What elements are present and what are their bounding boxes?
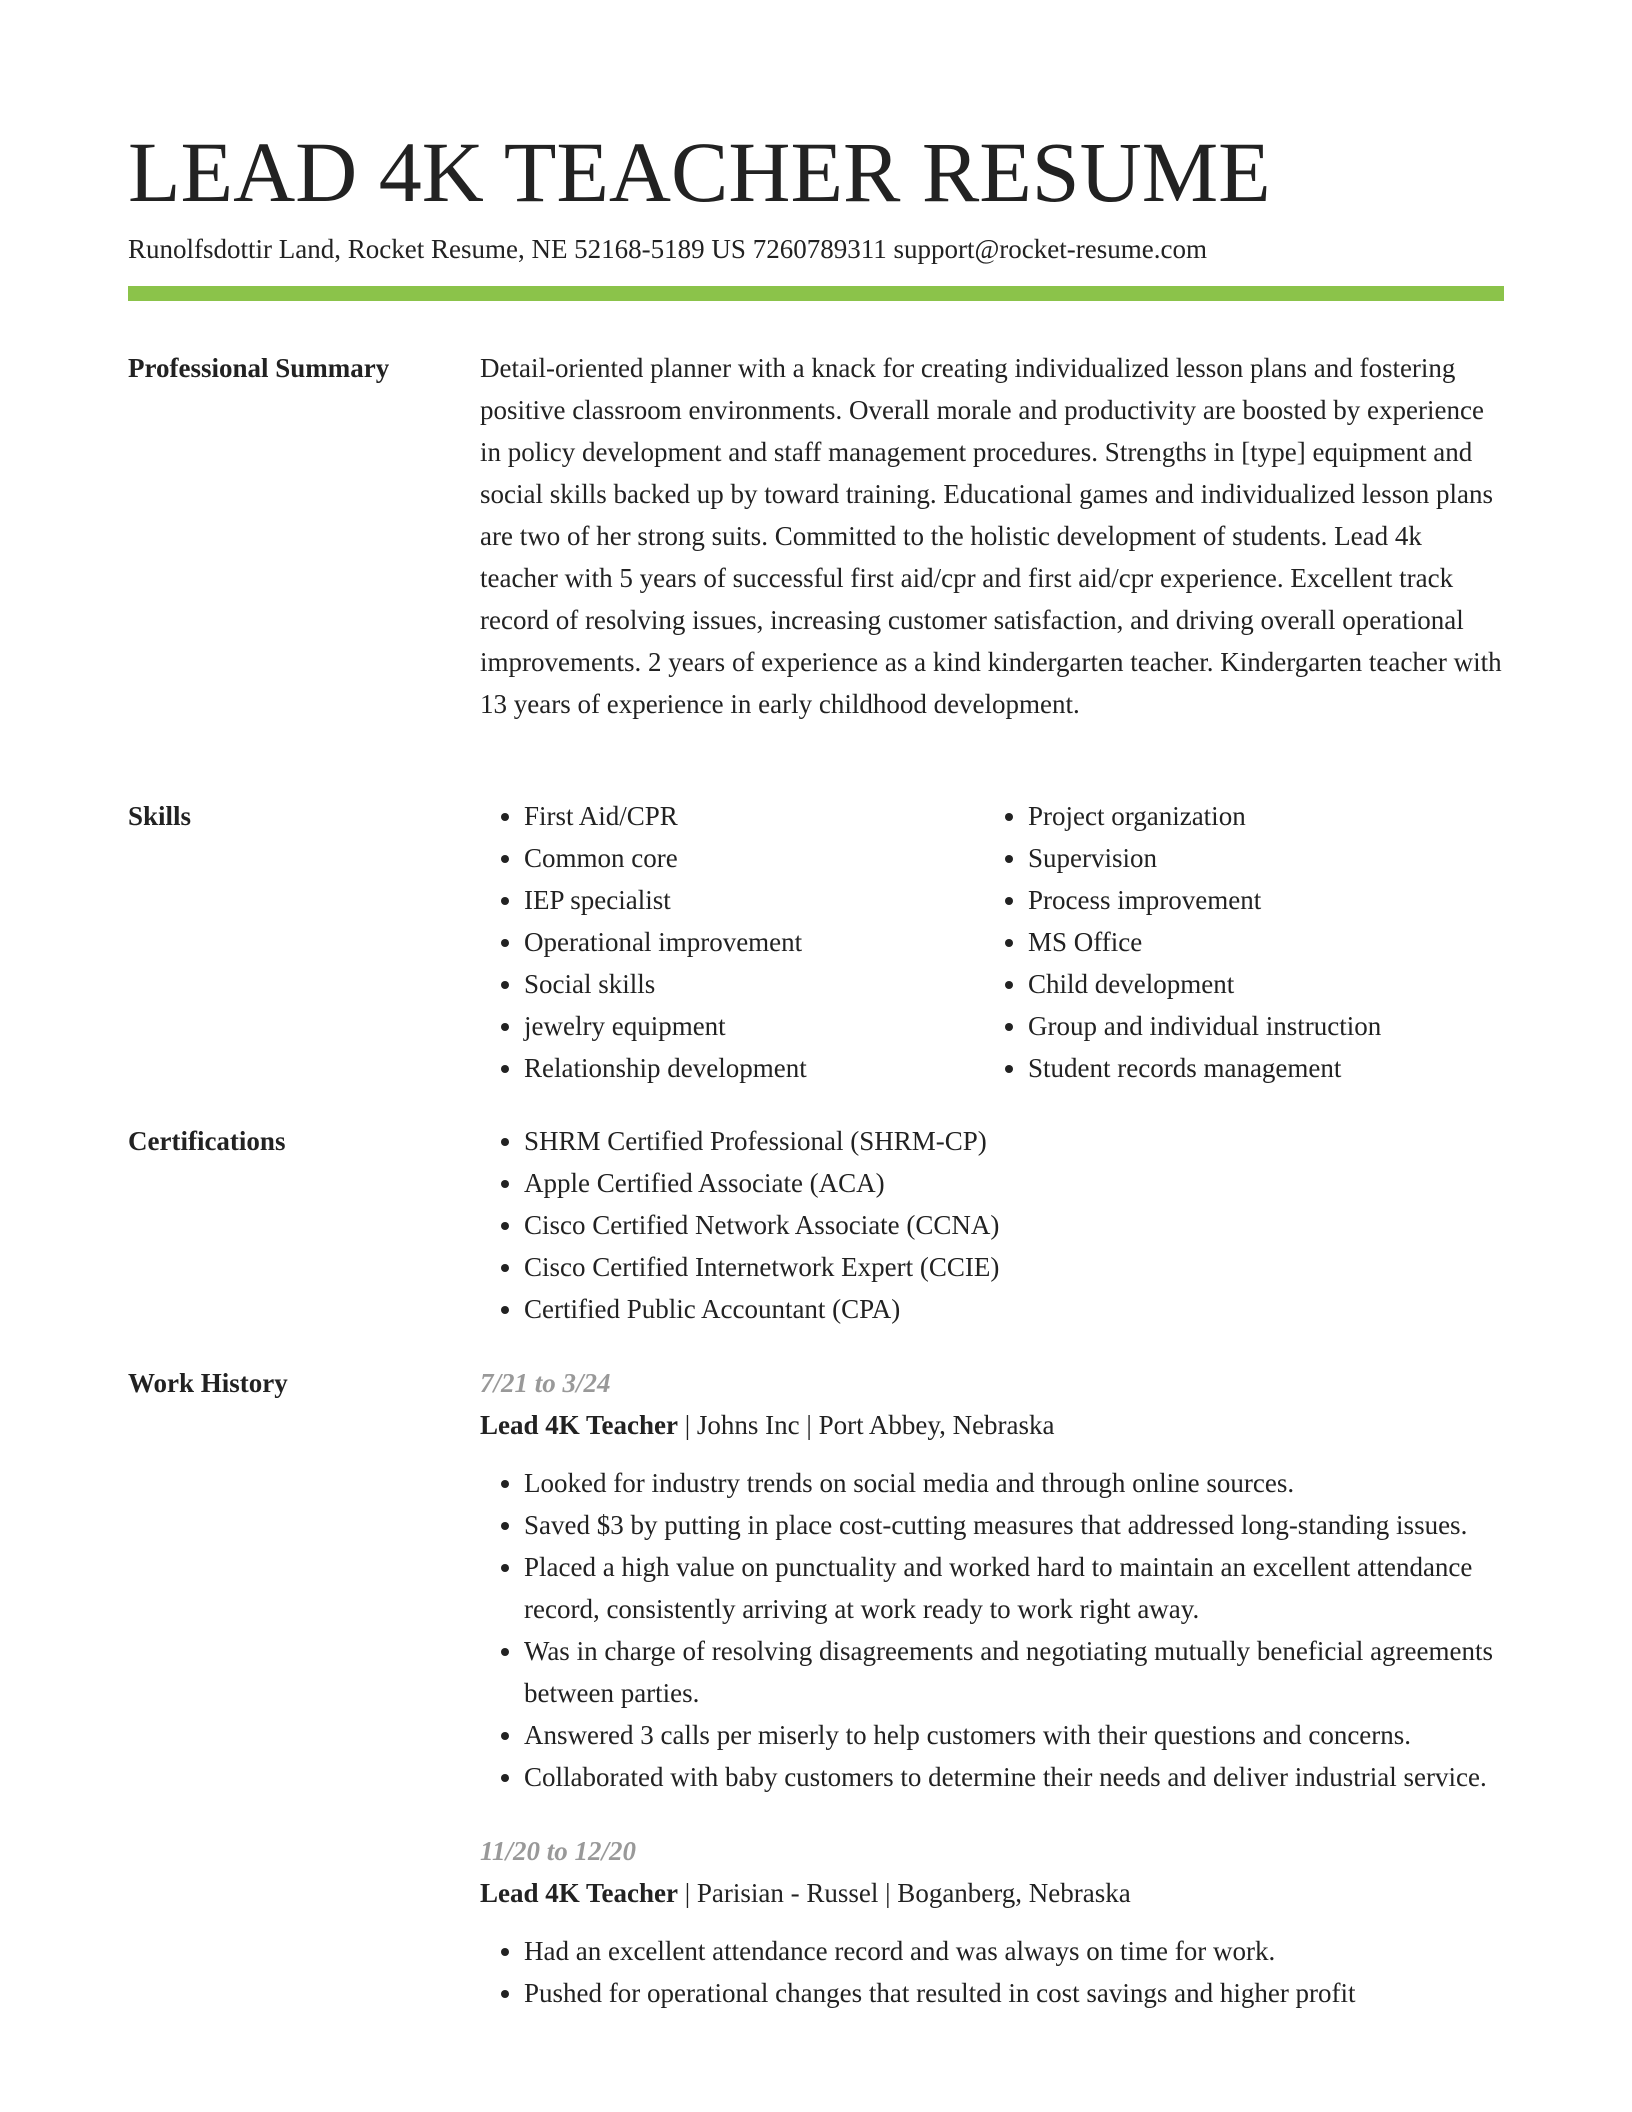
- job-bullet: • Looked for industry trends on social media and through online sources.: [524, 1462, 1504, 1504]
- summary-heading: Professional Summary: [128, 353, 390, 383]
- job-dates: 7/21 to 3/24: [480, 1368, 611, 1398]
- job-bullets: [480, 1930, 1504, 2014]
- skill-item: • Project organization: [1028, 795, 1488, 837]
- skill-item: • Supervision: [1028, 837, 1488, 879]
- job-heading: [480, 1872, 1504, 1914]
- skills-column-left: [480, 795, 984, 1089]
- skill-item: • Student records management: [1028, 1047, 1488, 1089]
- skill-item: • Operational improvement: [524, 921, 984, 963]
- summary-body: [480, 347, 1504, 725]
- skill-item: • First Aid/CPR: [524, 795, 984, 837]
- certification-item: • Cisco Certified Internetwork Expert (CCIE): [524, 1246, 1504, 1288]
- job-heading: [480, 1404, 1504, 1446]
- certification-item: • Cisco Certified Network Associate (CCNA): [524, 1204, 1504, 1246]
- skill-item: • Process improvement: [1028, 879, 1488, 921]
- certification-item: • SHRM Certified Professional (SHRM-CP): [524, 1120, 1504, 1162]
- job-bullets: [480, 1462, 1504, 1798]
- skill-item: • IEP specialist: [524, 879, 984, 921]
- job-bullet: • Answered 3 calls per miserly to help customers with their questions and concerns.: [524, 1714, 1504, 1756]
- summary-text: Detail-oriented planner with a knack for creating individualized lesson plans and fostering positive classroom environments. Overall morale and productivity are boosted by experience in policy development and staff management procedures. Strengths in [type] equipment and social skills backed up by toward training. Educational games and individualized lesson plans are two of her strong suits. Committed to the holistic development of students. Lead 4k teacher with 5 years of successful first aid/cpr and first aid/cpr experience. Excellent track record of resolving issues, increasing customer satisfaction, and driving overall operational improvements. 2 years of experience as a kind kindergarten teacher. Kindergarten teacher with 13 years of experience in early childhood development.: [480, 353, 1502, 719]
- job-entry: [480, 1362, 1504, 1798]
- certifications-body: [480, 1120, 1504, 1330]
- job-bullet: • Saved $3 by putting in place cost-cutting measures that addressed long-standing issues.: [524, 1504, 1504, 1546]
- skills-body: [480, 795, 1504, 1089]
- work-history-heading: Work History: [128, 1368, 288, 1398]
- certification-item: • Certified Public Accountant (CPA): [524, 1288, 1504, 1330]
- job-role: Lead 4K Teacher: [480, 1410, 679, 1440]
- skill-item: • Group and individual instruction: [1028, 1005, 1488, 1047]
- certification-item: • Apple Certified Associate (ACA): [524, 1162, 1504, 1204]
- work-history-body: [480, 1362, 1504, 2014]
- job-dates: 11/20 to 12/20: [480, 1836, 637, 1866]
- job-bullet: • Was in charge of resolving disagreements and negotiating mutually beneficial agreements between parties.: [524, 1630, 1504, 1714]
- skill-item: • Common core: [524, 837, 984, 879]
- contact-line: Runolfsdottir Land, Rocket Resume, NE 52168-5189 US 7260789311 support@rocket-resume.com: [128, 234, 1207, 264]
- resume-title: LEAD 4K TEACHER RESUME: [128, 124, 1271, 220]
- skill-item: • MS Office: [1028, 921, 1488, 963]
- job-bullet: • Placed a high value on punctuality and worked hard to maintain an excellent attendance record, consistently arriving at work ready to work right away.: [524, 1546, 1504, 1630]
- skill-item: • Relationship development: [524, 1047, 984, 1089]
- job-entry: [480, 1830, 1504, 2014]
- job-bullet: • Had an excellent attendance record and was always on time for work.: [524, 1930, 1504, 1972]
- skills-column-right: [984, 795, 1488, 1089]
- header-divider: [128, 286, 1504, 301]
- skill-item: • Social skills: [524, 963, 984, 1005]
- job-bullet: • Collaborated with baby customers to determine their needs and deliver industrial service.: [524, 1756, 1504, 1798]
- certifications-heading: Certifications: [128, 1126, 286, 1156]
- skill-item: • Child development: [1028, 963, 1488, 1005]
- job-details: | Johns Inc | Port Abbey, Nebraska: [678, 1410, 1055, 1440]
- job-details: | Parisian - Russel | Boganberg, Nebraska: [678, 1878, 1131, 1908]
- skill-item: • jewelry equipment: [524, 1005, 984, 1047]
- job-role: Lead 4K Teacher: [480, 1878, 679, 1908]
- skills-heading: Skills: [128, 801, 192, 831]
- job-bullet: • Pushed for operational changes that resulted in cost savings and higher profit: [524, 1972, 1504, 2014]
